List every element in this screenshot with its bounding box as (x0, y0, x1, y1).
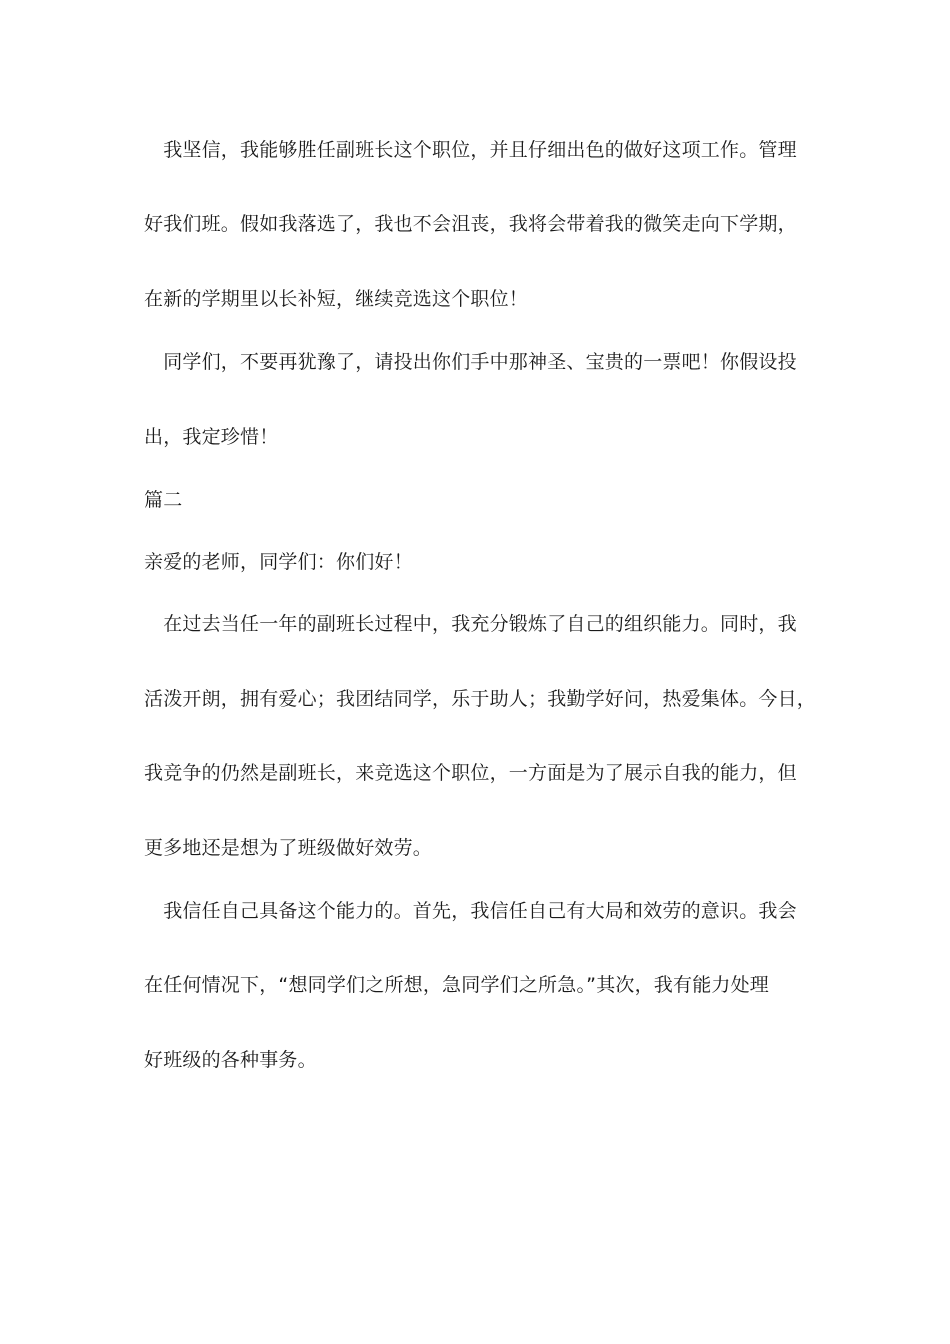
paragraph-line: 好我们班。假如我落选了，我也不会沮丧，我将会带着我的微笑走向下学期， (144, 213, 797, 235)
paragraph-line: 我坚信，我能够胜任副班长这个职位，并且仔细出色的做好这项工作。管理 (144, 139, 797, 161)
paragraph-line: 我竞争的仍然是副班长，来竞选这个职位，一方面是为了展示自我的能力，但 (144, 762, 797, 784)
paragraph-line: 我信任自己具备这个能力的。首先，我信任自己有大局和效劳的意识。我会 (144, 900, 797, 922)
paragraph-line: 在任何情况下，“想同学们之所想，急同学们之所急。”其次，我有能力处理 (144, 974, 769, 996)
paragraph-line: 同学们，不要再犹豫了，请投出你们手中那神圣、宝贵的一票吧！你假设投 (144, 351, 797, 373)
paragraph-line: 在新的学期里以长补短，继续竞选这个职位！ (144, 288, 529, 310)
paragraph-line: 在过去当任一年的副班长过程中，我充分锻炼了自己的组织能力。同时，我 (144, 613, 797, 635)
salutation: 亲爱的老师，同学们：你们好！ (144, 551, 413, 573)
paragraph-line: 更多地还是想为了班级做好效劳。 (144, 837, 433, 859)
paragraph-line: 活泼开朗，拥有爱心；我团结同学，乐于助人；我勤学好问，热爱集体。今日， (144, 688, 817, 710)
section-heading: 篇二 (144, 489, 183, 511)
paragraph-line: 出，我定珍惜！ (144, 426, 279, 448)
paragraph-line: 好班级的各种事务。 (144, 1049, 317, 1071)
